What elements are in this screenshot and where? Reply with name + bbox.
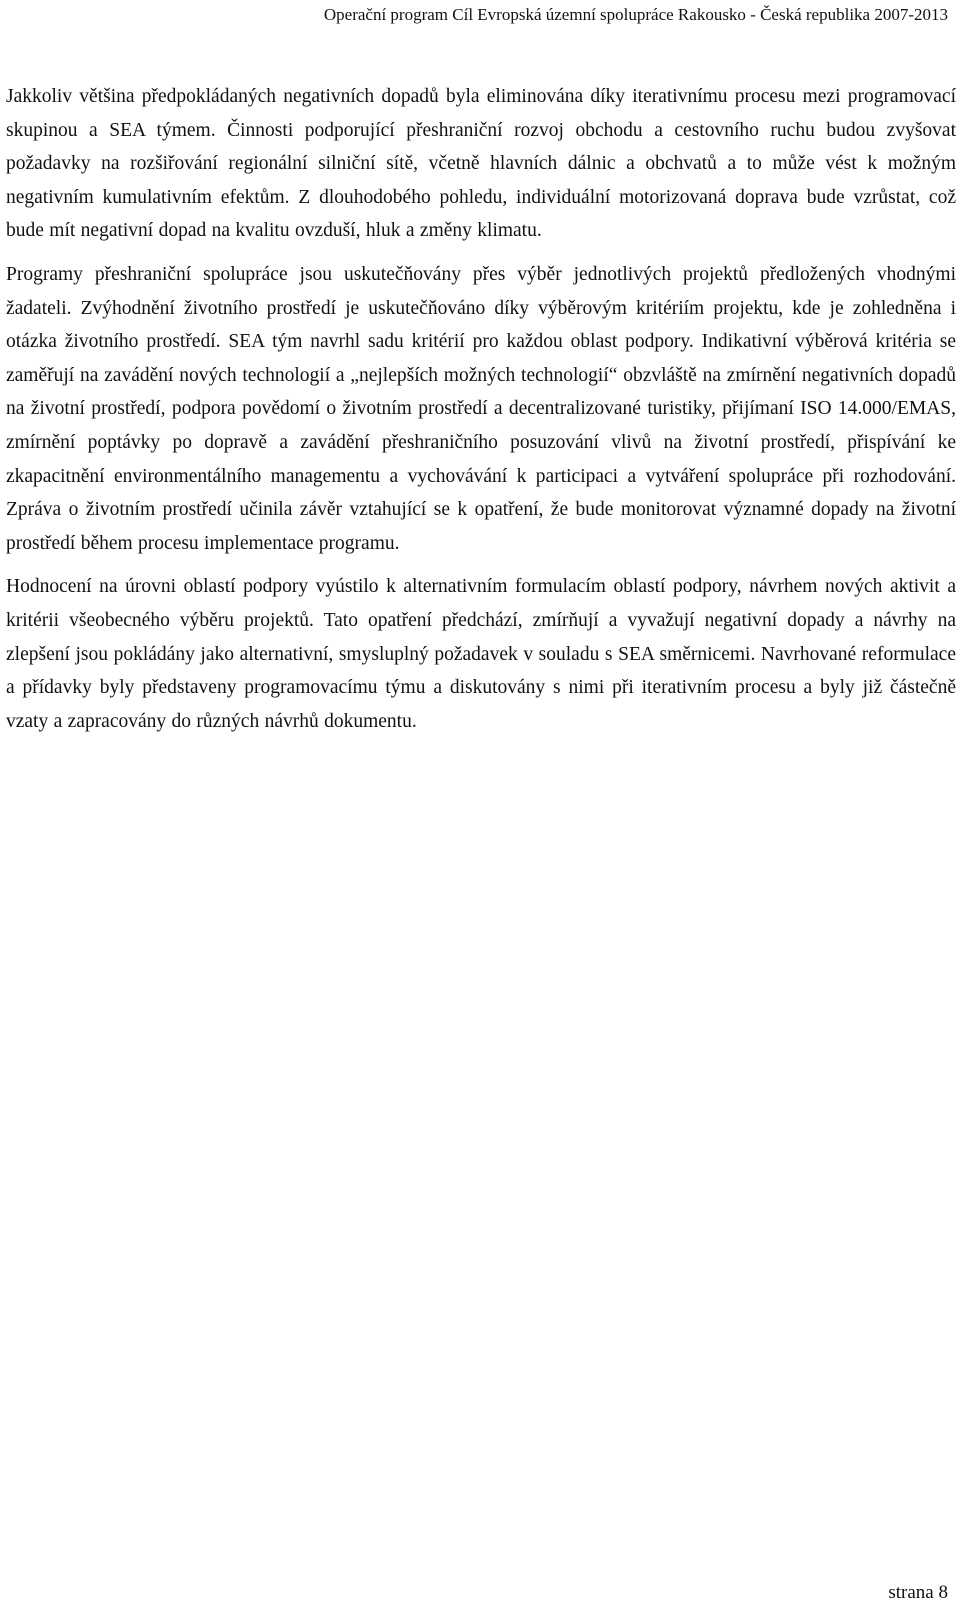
running-header: Operační program Cíl Evropská územní spolupráce Rakousko - Česká republika 2007-2013	[323, 5, 948, 24]
page-number: strana 8	[888, 1582, 948, 1603]
paragraph-3: Hodnocení na úrovni oblastí podpory vyústilo k alternativním formulacím oblastí podpory, návrhem nových aktivit a kritérii všeobecného výběru projektů. Tato opatření předchází, zmírňují a vyvažují negativní dopady a návrhy na zlepšení jsou pokládány jako alternativní, smysluplný požadavek v souladu s SEA směrnicemi. Navrhované reformulace a přídavky byly představeny programovacímu týmu a diskutovány s nimi při iterativním procesu a byly již částečně vzaty a zapracovány do různých návrhů dokumentu.	[6, 576, 956, 732]
paragraph-2: Programy přeshraniční spolupráce jsou uskutečňovány přes výběr jednotlivých projektů předložených vhodnými žadateli. Zvýhodnění životního prostředí je uskutečňováno díky výběrovým kritériím projektu, kde je zohledněna i otázka životního prostředí. SEA tým navrhl sadu kritérií pro každou oblast podpory. Indikativní výběrová kritéria se zaměřují na zavádění nových technologií a „nejlepších možných technologií“ obzvláště na zmírnění negativních dopadů na životní prostředí, podpora povědomí o životním prostředí a decentralizované turistiky, přijímaní ISO 14.000/EMAS, zmírnění poptávky po dopravě a zavádění přeshraničního posuzování vlivů na životní prostředí, přispívání ke zkapacitnění environmentálního managementu a vychovávání k participaci a vytváření spolupráce při rozhodování. Zpráva o životním prostředí učinila závěr vztahující se k opatření, že bude monitorovat významné dopady na životní prostředí během procesu implementace programu.	[6, 263, 956, 554]
document-body	[6, 80, 956, 748]
paragraph-1: Jakkoliv většina předpokládaných negativních dopadů byla eliminována díky iterativnímu procesu mezi programovací skupinou a SEA týmem. Činnosti podporující přeshraniční rozvoj obchodu a cestovního ruchu budou zvyšovat požadavky na rozšiřování regionální silniční sítě, včetně hlavních dálnic a obchvatů a to může vést k možným negativním kumulativním efektům. Z dlouhodobého pohledu, individuální motorizovaná doprava bude vzrůstat, což bude mít negativní dopad na kvalitu ovzduší, hluk a změny klimatu.	[6, 86, 956, 242]
